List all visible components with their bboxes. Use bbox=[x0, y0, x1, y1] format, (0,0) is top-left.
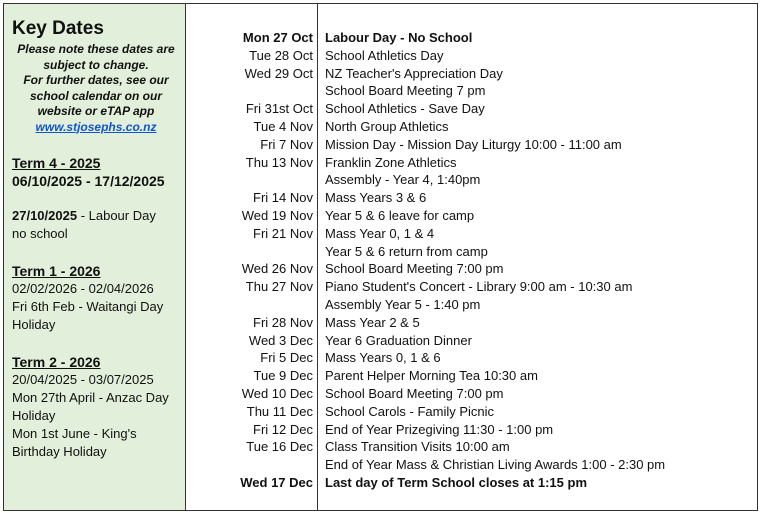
website-link[interactable]: www.stjosephs.co.nz bbox=[35, 119, 157, 134]
event-row bbox=[186, 47, 756, 65]
event-description: Mass Years 0, 1 & 6 bbox=[325, 350, 441, 366]
event-description: Class Transition Visits 10:00 am bbox=[325, 439, 510, 455]
event-description: School Athletics - Save Day bbox=[325, 101, 485, 117]
event-row bbox=[186, 118, 756, 136]
event-row bbox=[186, 474, 756, 492]
event-description: Franklin Zone Athletics bbox=[325, 154, 457, 170]
event-description: Assembly Year 5 - 1:40 pm bbox=[325, 296, 481, 312]
event-description: Mass Year 2 & 5 bbox=[325, 314, 420, 330]
event-row bbox=[186, 349, 756, 367]
event-date: Thu 11 Dec bbox=[246, 403, 313, 419]
term2-holiday-line3: Mon 1st June - King's bbox=[12, 426, 137, 441]
event-description: Assembly - Year 4, 1:40pm bbox=[325, 172, 481, 188]
note-line: Please note these dates are bbox=[17, 42, 175, 56]
sidebar-note bbox=[12, 42, 180, 135]
event-date: Wed 19 Nov bbox=[241, 207, 313, 223]
event-date: Mon 27 Oct bbox=[242, 30, 313, 45]
event-description: Year 6 Graduation Dinner bbox=[325, 332, 472, 348]
event-row bbox=[186, 154, 756, 172]
note-line: school calendar on our bbox=[29, 88, 163, 103]
event-date: Wed 29 Oct bbox=[244, 65, 313, 81]
event-date: Tue 9 Dec bbox=[253, 368, 313, 384]
event-date: Wed 26 Nov bbox=[241, 261, 313, 277]
term1-range: 02/02/2026 - 02/04/2026 bbox=[12, 281, 154, 296]
key-dates-sidebar bbox=[4, 4, 186, 510]
event-date: Wed 17 Dec bbox=[240, 474, 313, 490]
event-date: Fri 14 Nov bbox=[253, 190, 313, 206]
event-date: Fri 7 Nov bbox=[260, 136, 313, 152]
event-description: School Carols - Family Picnic bbox=[325, 403, 495, 419]
event-date: Thu 13 Nov bbox=[245, 154, 313, 170]
event-description: Last day of Term School closes at 1:15 pm bbox=[325, 474, 588, 490]
events-list bbox=[186, 29, 756, 492]
event-date: Tue 28 Oct bbox=[249, 47, 313, 63]
event-description: Year 5 & 6 return from camp bbox=[325, 243, 488, 259]
event-row bbox=[186, 278, 756, 296]
event-row bbox=[186, 243, 756, 261]
event-description: Parent Helper Morning Tea 10:30 am bbox=[325, 368, 538, 384]
event-row bbox=[186, 456, 756, 474]
event-description: Mass Year 0, 1 & 4 bbox=[325, 225, 435, 241]
term4-heading: Term 4 - 2025 bbox=[12, 155, 101, 171]
event-row bbox=[186, 65, 756, 83]
event-description: School Board Meeting 7:00 pm bbox=[325, 261, 504, 277]
event-description: End of Year Prizegiving 11:30 - 1:00 pm bbox=[325, 421, 554, 437]
labour-day-line2: no school bbox=[12, 226, 68, 241]
note-line: subject to change. bbox=[43, 57, 149, 72]
term2-holiday-line1: Mon 27th April - Anzac Day bbox=[12, 390, 169, 405]
event-row bbox=[186, 296, 756, 314]
term1-heading: Term 1 - 2026 bbox=[12, 263, 101, 279]
event-date: Tue 16 Dec bbox=[246, 439, 313, 455]
sidebar-title: Key Dates bbox=[12, 18, 104, 39]
event-row bbox=[186, 100, 756, 118]
event-description: School Board Meeting 7 pm bbox=[325, 83, 486, 99]
term4-range: 06/10/2025 - 17/12/2025 bbox=[12, 173, 165, 189]
event-row bbox=[186, 171, 756, 189]
term1-holiday-line2: Holiday bbox=[12, 317, 56, 332]
event-row bbox=[186, 403, 756, 421]
event-row bbox=[186, 82, 756, 100]
event-description: End of Year Mass & Christian Living Awards 1:00 - 2:30 pm bbox=[325, 457, 666, 473]
event-description: Mass Years 3 & 6 bbox=[325, 190, 427, 206]
labour-day-text: - Labour Day bbox=[77, 208, 156, 223]
event-date: Tue 4 Nov bbox=[253, 118, 313, 134]
note-line: website or eTAP app bbox=[37, 104, 155, 118]
event-date: Wed 10 Dec bbox=[241, 385, 313, 401]
event-description: Piano Student's Concert - Library 9:00 am - 10:30 am bbox=[325, 279, 633, 295]
event-description: Mission Day - Mission Day Liturgy 10:00 - 11:00 am bbox=[325, 136, 622, 152]
note-line: For further dates, see our bbox=[23, 73, 169, 87]
event-row bbox=[186, 260, 756, 278]
event-description: NZ Teacher's Appreciation Day bbox=[325, 65, 503, 81]
event-date: Fri 21 Nov bbox=[253, 225, 313, 241]
event-date: Fri 5 Dec bbox=[260, 350, 313, 366]
event-row bbox=[186, 189, 756, 207]
event-row bbox=[186, 421, 756, 439]
event-row bbox=[186, 332, 756, 350]
event-date: Fri 28 Nov bbox=[253, 314, 313, 330]
labour-day-date: 27/10/2025 bbox=[12, 208, 78, 223]
event-date: Thu 27 Nov bbox=[245, 279, 313, 295]
event-description: Labour Day - No School bbox=[325, 30, 473, 45]
event-row bbox=[186, 367, 756, 385]
event-row bbox=[186, 29, 756, 47]
term1-holiday-line1: Fri 6th Feb - Waitangi Day bbox=[12, 299, 164, 314]
event-date: Wed 3 Dec bbox=[248, 332, 313, 348]
labour-day-note bbox=[12, 207, 185, 243]
event-row bbox=[186, 438, 756, 456]
event-description: School Athletics Day bbox=[325, 47, 444, 63]
term2-range: 20/04/2025 - 03/07/2025 bbox=[12, 372, 154, 387]
key-dates-table bbox=[3, 3, 758, 511]
term2-heading: Term 2 - 2026 bbox=[12, 354, 101, 370]
event-description: Year 5 & 6 leave for camp bbox=[325, 207, 475, 223]
event-row bbox=[186, 207, 756, 225]
event-date: Fri 31st Oct bbox=[245, 101, 313, 117]
event-description: North Group Athletics bbox=[325, 118, 449, 134]
event-row bbox=[186, 385, 756, 403]
event-description: School Board Meeting 7:00 pm bbox=[325, 385, 504, 401]
term2-holiday-line4: Birthday Holiday bbox=[12, 444, 107, 459]
term2-holiday-line2: Holiday bbox=[12, 408, 56, 423]
event-row bbox=[186, 136, 756, 154]
event-row bbox=[186, 314, 756, 332]
event-row bbox=[186, 225, 756, 243]
event-date: Fri 12 Dec bbox=[253, 421, 313, 437]
